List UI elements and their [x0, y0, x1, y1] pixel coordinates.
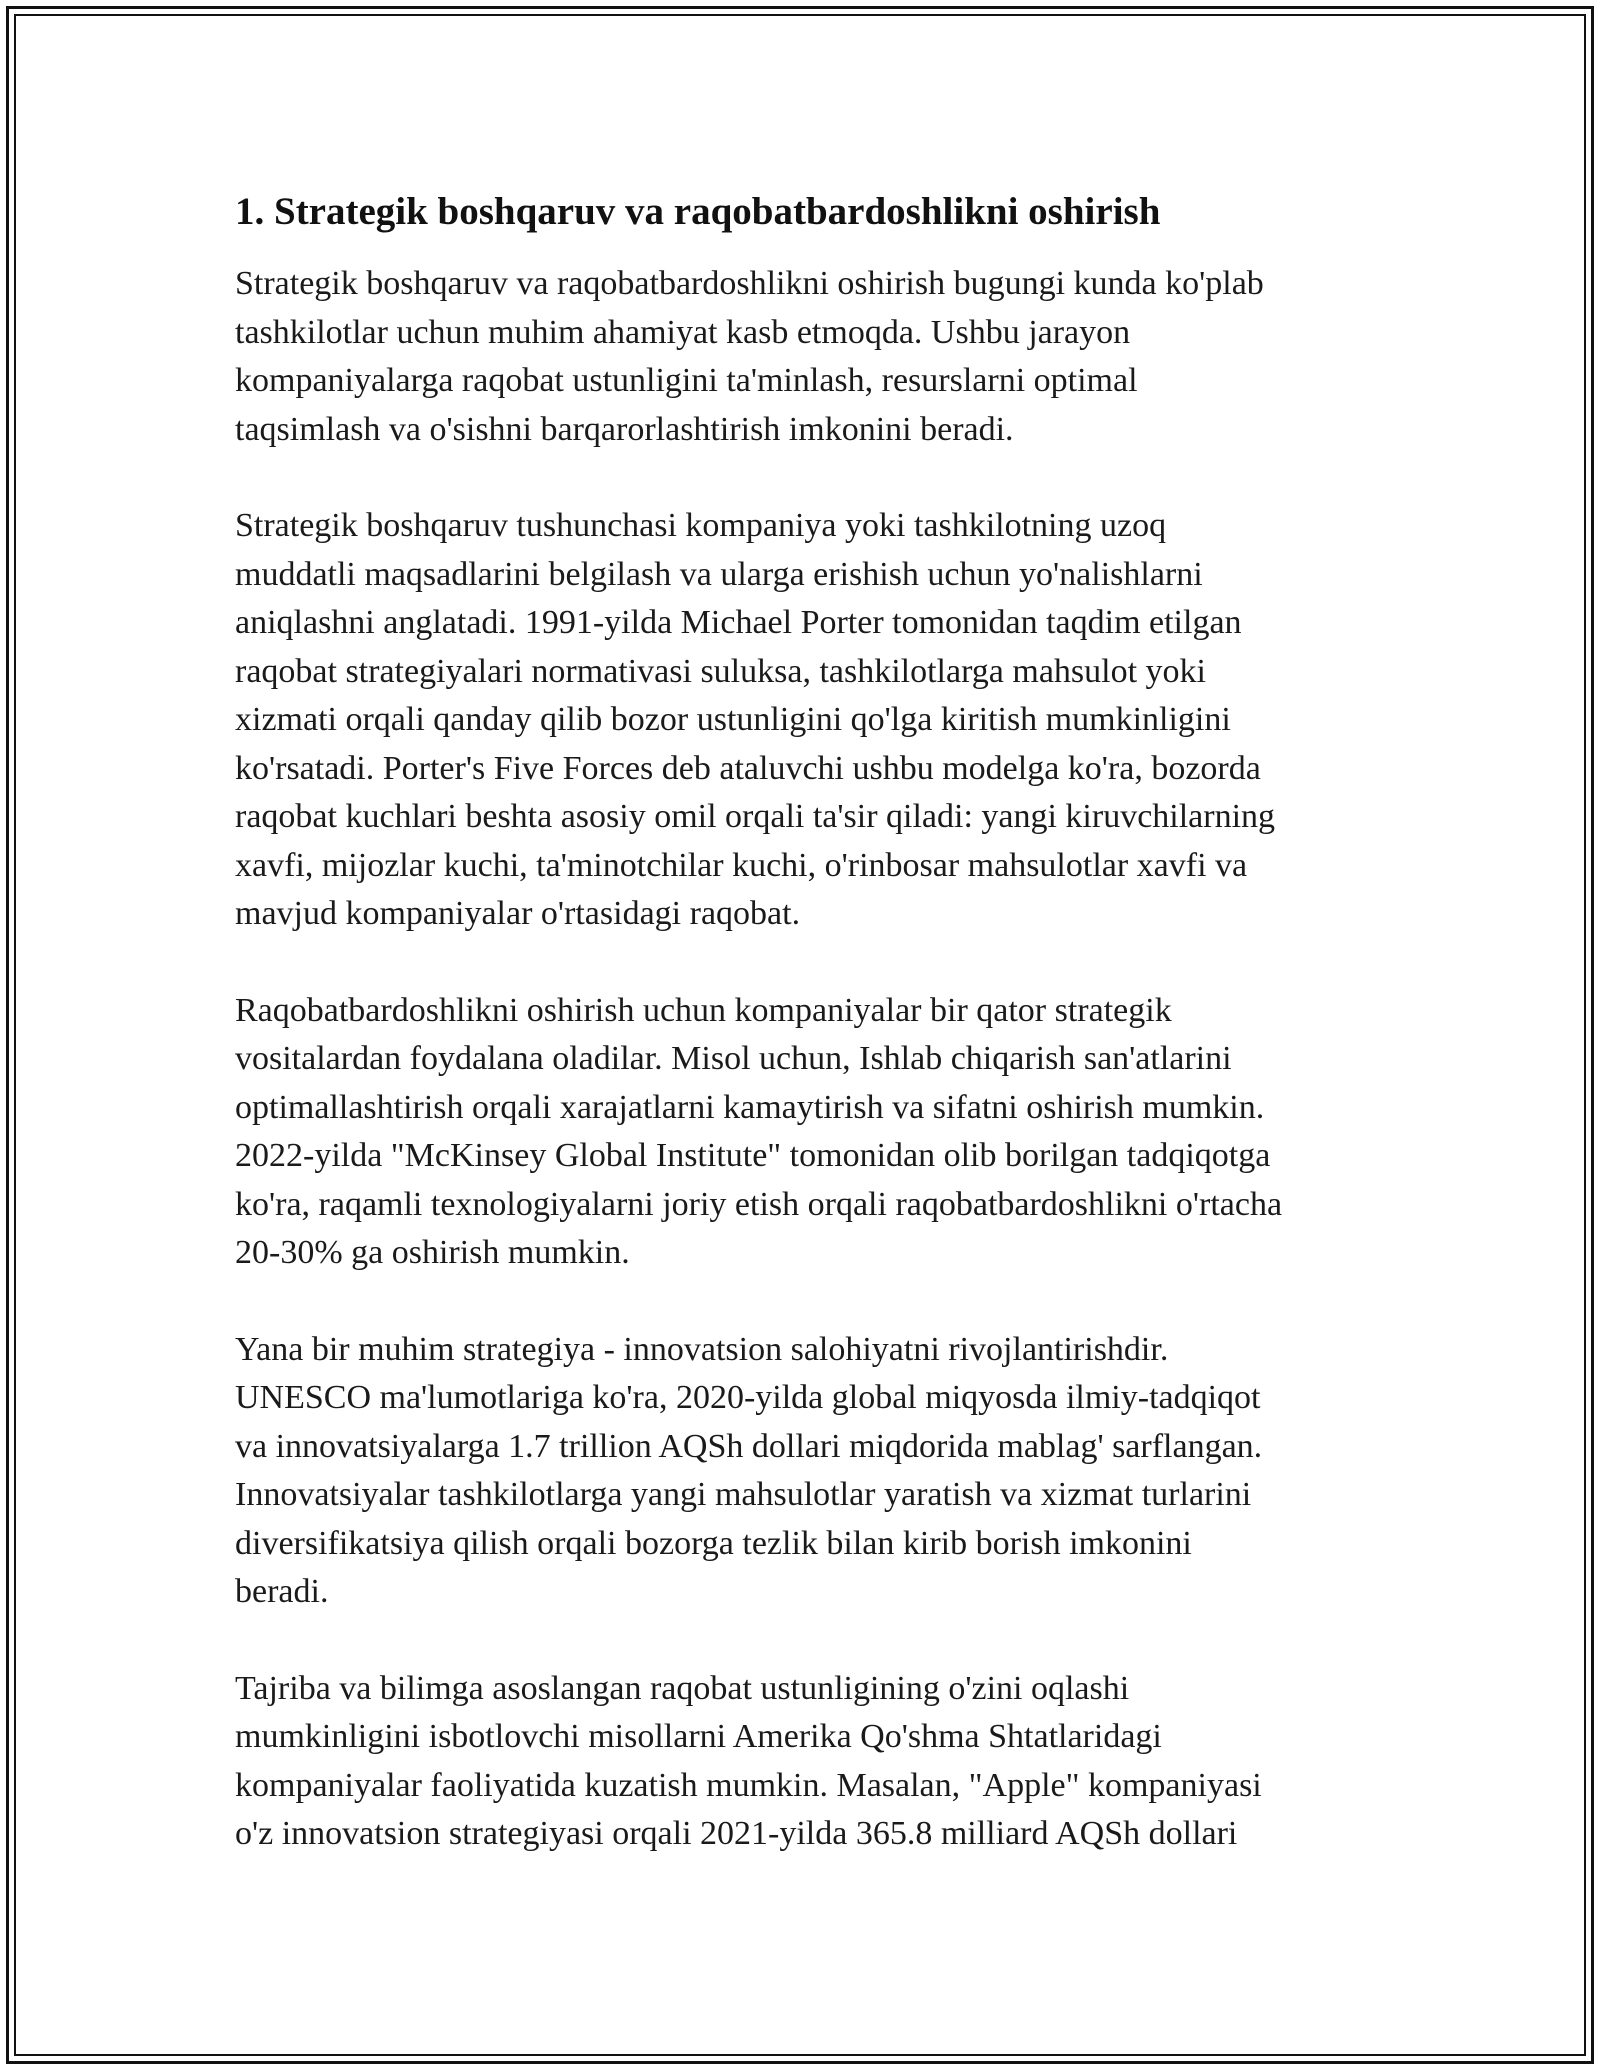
- text-line: o'z innovatsion strategiyasi orqali 2021-yilda 365.8 milliard AQSh dollari: [235, 1815, 1238, 1852]
- text-line: xizmati orqali qanday qilib bozor ustunligini qo'lga kiritish mumkinligini: [235, 701, 1231, 738]
- text-line: mavjud kompaniyalar o'rtasidagi raqobat.: [235, 895, 801, 932]
- text-line: ko'ra, raqamli texnologiyalarni joriy etish orqali raqobatbardoshlikni o'rtacha: [235, 1185, 1283, 1223]
- text-line: Raqobatbardoshlikni oshirish uchun kompaniyalar bir qator strategik: [235, 991, 1172, 1029]
- paragraph-porter: [235, 502, 1375, 939]
- text-line: raqobat kuchlari beshta asosiy omil orqali ta'sir qiladi: yangi kiruvchilarning: [235, 798, 1276, 835]
- paragraph-competitiveness: [235, 987, 1375, 1278]
- text-line: mumkinligini isbotlovchi misollarni Amerika Qo'shma Shtatlaridagi: [235, 1718, 1162, 1755]
- text-line: Strategik boshqaruv va raqobatbardoshlikni oshirish bugungi kunda ko'plab: [235, 265, 1264, 302]
- paragraph-intro: [235, 260, 1375, 454]
- text-line: raqobat strategiyalari normativasi suluksa, tashkilotlarga mahsulot yoki: [235, 652, 1206, 690]
- text-line: 20-30% ga oshirish mumkin.: [235, 1234, 630, 1271]
- section-heading: 1. Strategik boshqaruv va raqobatbardoshlikni oshirish: [235, 190, 1161, 233]
- text-line: 2022-yilda "McKinsey Global Institute" tomonidan olib borilgan tadqiqotga: [235, 1137, 1271, 1174]
- text-line: ko'rsatadi. Porter's Five Forces deb ataluvchi ushbu modelga ko'ra, bozorda: [235, 749, 1261, 787]
- document-body: [235, 186, 1375, 1907]
- text-line: UNESCO ma'lumotlariga ko'ra, 2020-yilda global miqyosda ilmiy-tadqiqot: [235, 1379, 1261, 1416]
- text-line: Yana bir muhim strategiya - innovatsion salohiyatni rivojlantirishdir.: [235, 1330, 1169, 1368]
- text-line: aniqlashni anglatadi. 1991-yilda Michael Porter tomonidan taqdim etilgan: [235, 604, 1242, 641]
- text-line: diversifikatsiya qilish orqali bozorga tezlik bilan kirib borish imkonini: [235, 1524, 1192, 1562]
- text-line: taqsimlash va o'sishni barqarorlashtirish imkonini beradi.: [235, 410, 1014, 448]
- text-line: kompaniyalarga raqobat ustunligini ta'minlash, resurslarni optimal: [235, 362, 1138, 399]
- text-line: vositalardan foydalana oladilar. Misol uchun, Ishlab chiqarish san'atlarini: [235, 1040, 1232, 1077]
- text-line: optimallashtirish orqali xarajatlarni kamaytirish va sifatni oshirish mumkin.: [235, 1088, 1265, 1126]
- text-line: Strategik boshqaruv tushunchasi kompaniya yoki tashkilotning uzoq: [235, 507, 1167, 544]
- text-line: beradi.: [235, 1573, 329, 1610]
- text-line: xavfi, mijozlar kuchi, ta'minotchilar kuchi, o'rinbosar mahsulotlar xavfi va: [235, 846, 1248, 884]
- text-line: tashkilotlar uchun muhim ahamiyat kasb etmoqda. Ushbu jarayon: [235, 313, 1131, 351]
- paragraph-examples: [235, 1665, 1375, 1859]
- text-line: muddatli maqsadlarini belgilash va ularga erishish uchun yo'nalishlarni: [235, 555, 1203, 593]
- paragraph-innovation: [235, 1326, 1375, 1617]
- text-line: Tajriba va bilimga asoslangan raqobat ustunligining o'zini oqlashi: [235, 1669, 1130, 1707]
- text-line: va innovatsiyalarga 1.7 trillion AQSh dollari miqdorida mablag' sarflangan.: [235, 1427, 1263, 1465]
- text-line: Innovatsiyalar tashkilotlarga yangi mahsulotlar yaratish va xizmat turlarini: [235, 1476, 1252, 1513]
- text-line: kompaniyalar faoliyatida kuzatish mumkin. Masalan, "Apple" kompaniyasi: [235, 1766, 1262, 1804]
